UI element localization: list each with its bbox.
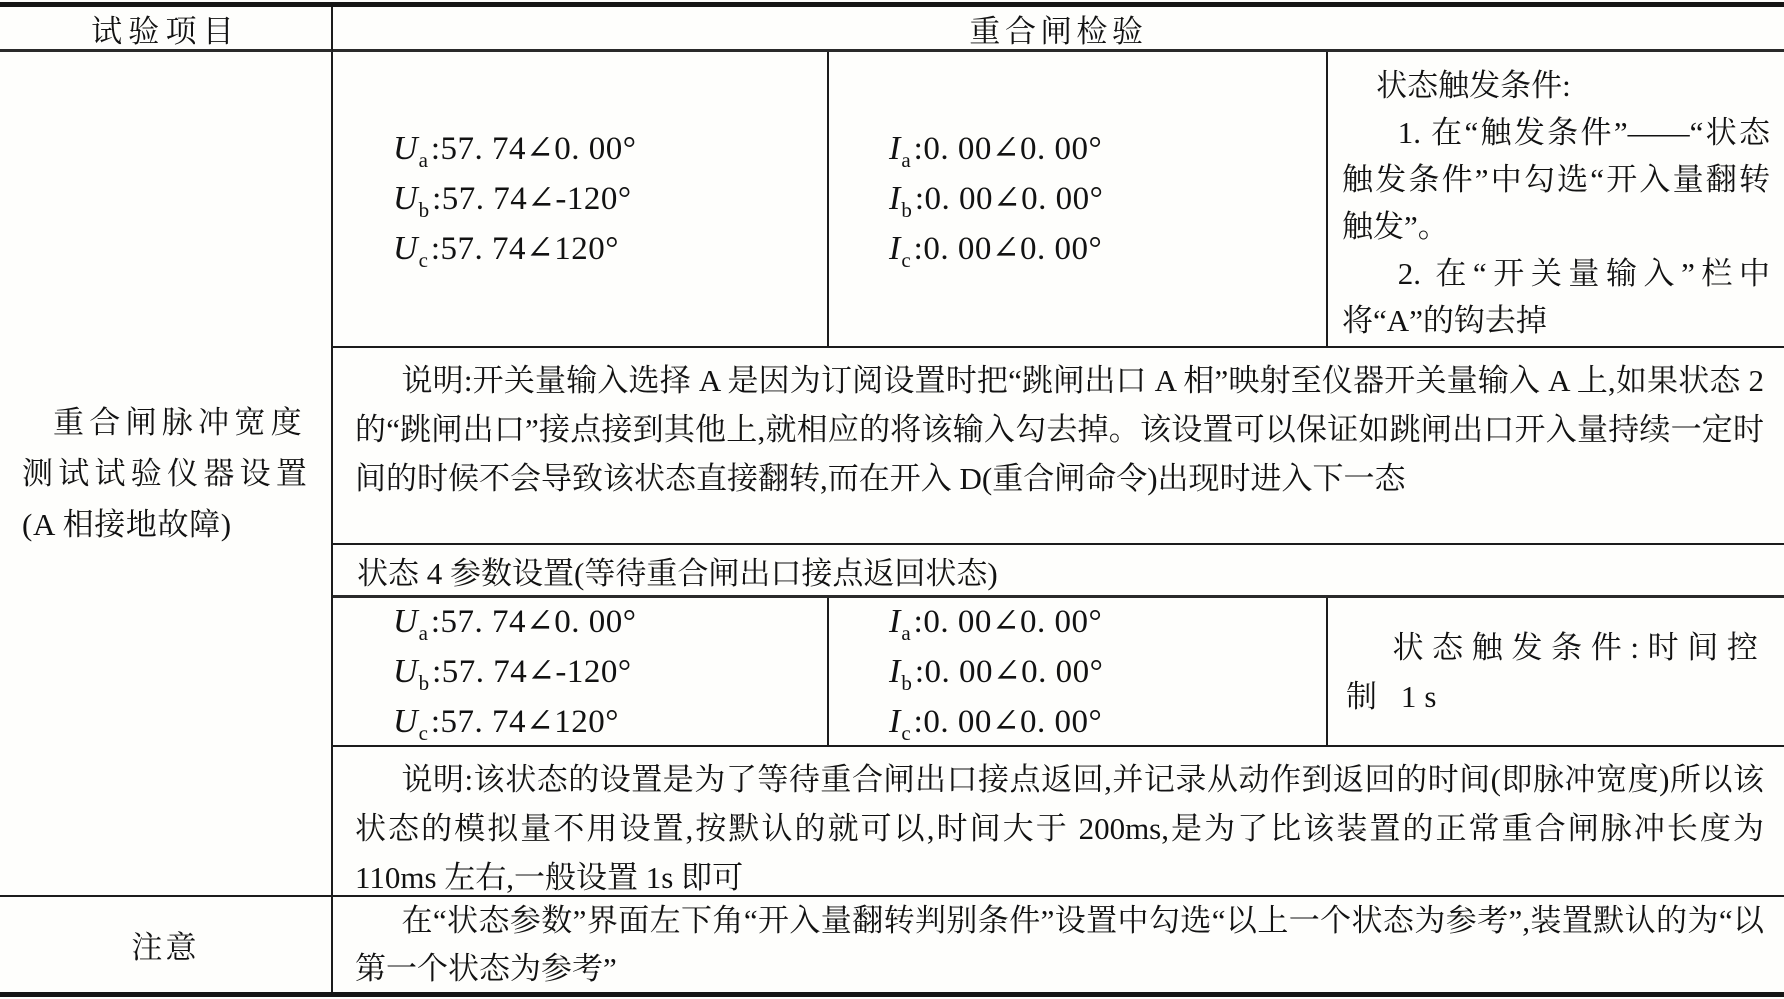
current-value: $I_a:0$. 00∠0. 00° — [889, 602, 1103, 645]
state4-current-cell — [829, 598, 1328, 747]
current-value: $I_c:0$. 00∠0. 00° — [889, 230, 1103, 272]
state1-current-cell — [829, 52, 1328, 348]
row-label-line-3: (A 相接地故障) — [22, 507, 232, 542]
state4-header-row — [333, 545, 1784, 598]
recloser-test-table — [0, 2, 1784, 997]
notice-text-cell — [333, 897, 1784, 992]
state4-voltage-cell — [333, 598, 829, 747]
header-cell-test-name — [333, 7, 1784, 52]
trigger-item-2: 2. 在“开关量输入”栏中将“A”的钩去掉 — [1342, 256, 1770, 338]
explanation-row-1 — [333, 348, 1784, 545]
voltage-value: $U_a:57$. 74∠0. 00° — [393, 602, 637, 645]
header-test-item-label: 试验项目 — [91, 13, 240, 49]
row-label-test-setup — [0, 52, 333, 897]
voltage-value: $U_c:57$. 74∠120° — [393, 702, 619, 745]
state1-voltage-cell — [333, 52, 829, 348]
explanation-text-2: 说明:该状态的设置是为了等待重合闸出口接点返回,并记录从动作到返回的时间(即脉冲宽度)所以该状态的模拟量不用设置,按默认的就可以,时间大于 200ms,是为了比该装置的正常重合闸脉冲长度为 110ms 左右,一般设置 1s 即可 — [355, 762, 1764, 895]
current-value: $I_b:0$. 00∠0. 00° — [889, 652, 1104, 695]
voltage-value: $U_a:57$. 74∠0. 00° — [393, 130, 637, 172]
header-test-name-label: 重合闸检验 — [969, 13, 1148, 49]
current-value: $I_a:0$. 00∠0. 00° — [889, 130, 1103, 172]
trigger-title: 状态触发条件: — [1376, 68, 1571, 103]
explanation-text-1: 说明:开关量输入选择 A 是因为订阅设置时把“跳闸出口 A 相”映射至仪器开关量输入 A 上,如果状态 2 的“跳闸出口”接点接到其他上,就相应的将该输入勾去掉。该设置可以保证如跳闸出口开入量持续一定时间的时候不会导致该状态直接翻转,而在开入 D(重合闸命令)出现时进入下一态 — [355, 363, 1764, 496]
state4-trigger-cell — [1328, 598, 1784, 747]
explanation-row-2 — [333, 747, 1784, 897]
voltage-value: $U_c:57$. 74∠120° — [393, 230, 619, 272]
voltage-value: $U_b:57$. 74∠-120° — [393, 652, 632, 695]
state4-trigger-text: 状态触发条件:时间控制 1s — [1346, 629, 1766, 714]
row-label-line-2: 测试试验仪器设置 — [22, 456, 313, 491]
notice-label-cell — [0, 897, 333, 992]
notice-text: 在“状态参数”界面左下角“开入量翻转判别条件”设置中勾选“以上一个状态为参考”,装置默认的为“以第一个状态为参考” — [355, 902, 1764, 986]
state4-header-label: 状态 4 参数设置(等待重合闸出口接点返回状态) — [357, 555, 998, 591]
current-value: $I_b:0$. 00∠0. 00° — [889, 180, 1104, 222]
row-label-line-1: 重合闸脉冲宽度 — [53, 405, 307, 440]
state1-trigger-cell — [1328, 52, 1784, 348]
trigger-item-1: 1. 在“触发条件”——“状态触发条件”中勾选“开入量翻转触发”。 — [1342, 115, 1770, 244]
notice-label: 注意 — [131, 930, 200, 965]
current-value: $I_c:0$. 00∠0. 00° — [889, 702, 1103, 745]
voltage-value: $U_b:57$. 74∠-120° — [393, 180, 632, 222]
header-cell-test-item — [0, 7, 333, 52]
